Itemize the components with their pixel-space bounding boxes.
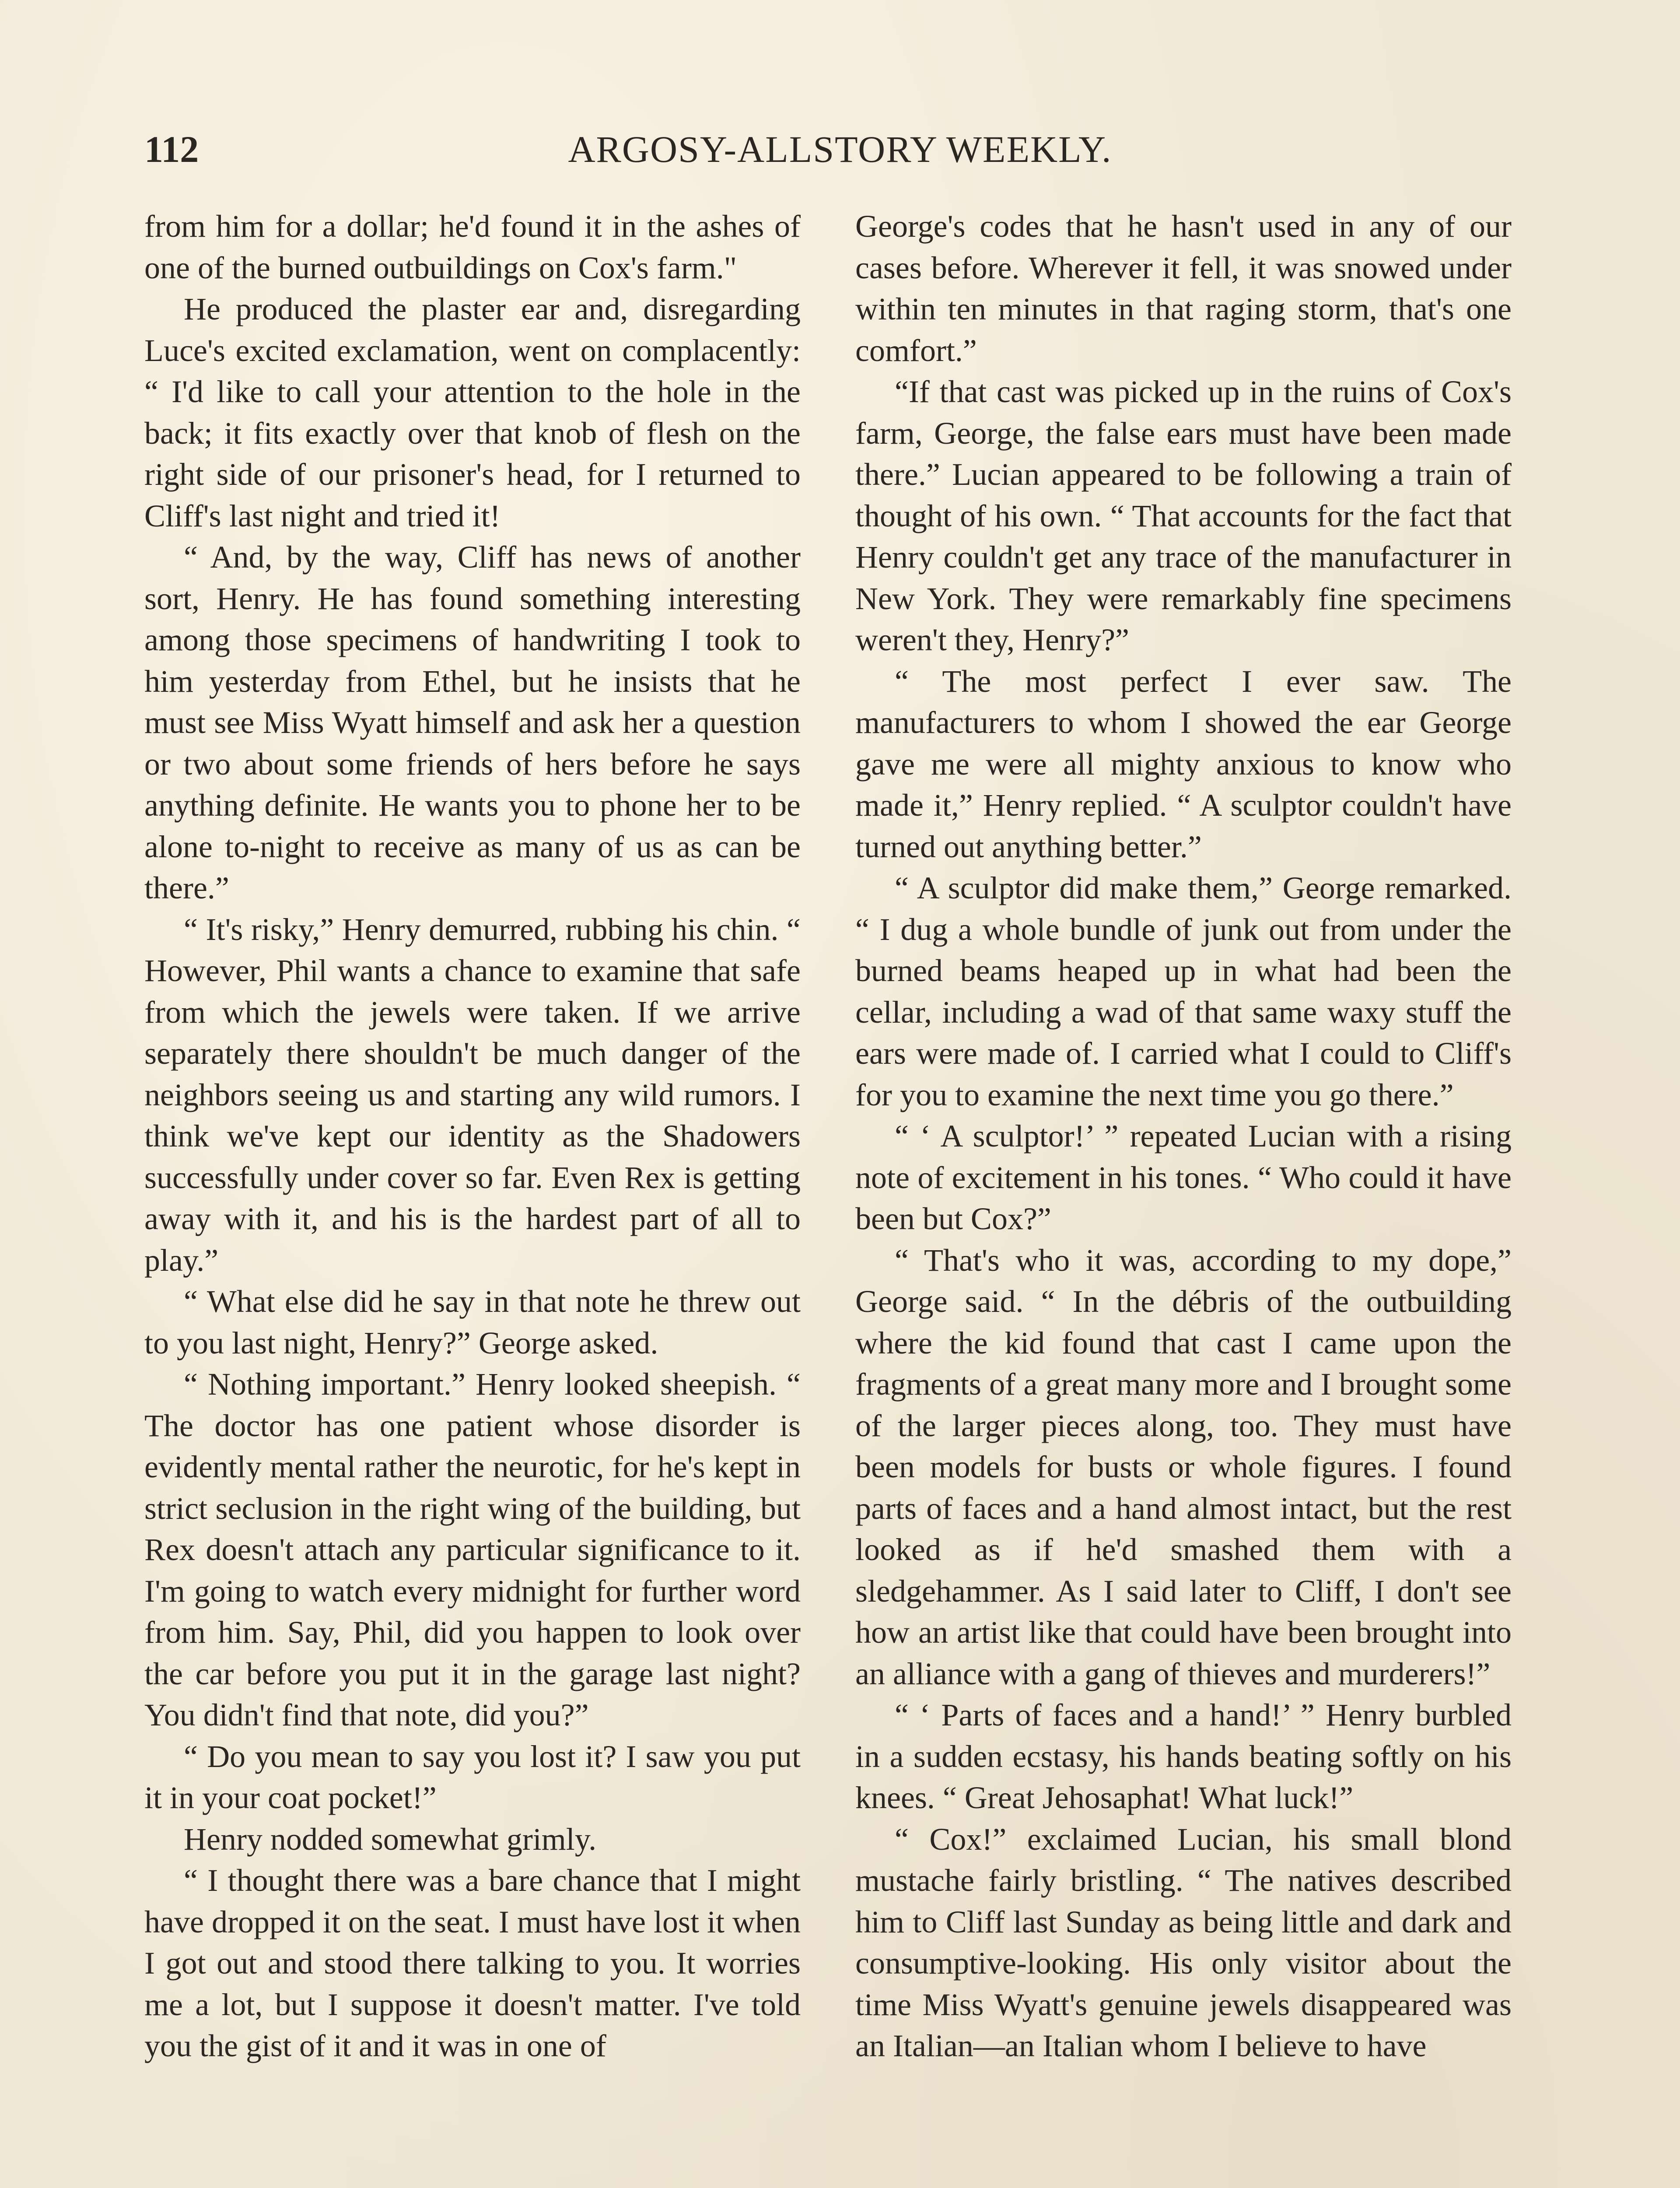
paragraph: from him for a dollar; he'd found it in the ashes of one of the burned outbuildings on Cox's farm." — [144, 209, 801, 285]
running-title: ARGOSY-ALLSTORY WEEKLY. — [568, 128, 1112, 170]
paragraph: “ I thought there was a bare chance that I might have dropped it on the seat. I must have lost it when I got out and stood there talking to you. It worries me a lot, but I suppose it doesn't matter. I've told you the gist of it and it was in one of — [144, 1863, 801, 2063]
paragraph: “ It's risky,” Henry demurred, rubbing his chin. “ However, Phil wants a chance to examine that safe from which the jewels were taken. If we arrive separately there shouldn't be much danger of the neighbors seeing us and starting any wild rumors. I think we've kept our identity as the Shadowers successfully under cover so far. Even Rex is getting away with it, and his is the hardest part of all to play.” — [144, 912, 801, 1278]
paragraph: “ ‘ A sculptor!’ ” repeated Lucian with a rising note of excitement in his tones. “ Who could it have been but Cox?” — [855, 1119, 1512, 1236]
paragraph: “ ‘ Parts of faces and a hand!’ ” Henry burbled in a sudden ecstasy, his hands beating softly on his knees. “ Great Jehosaphat! What luck!” — [855, 1697, 1512, 1815]
page-number: 112 — [144, 128, 199, 170]
paragraph: “ The most perfect I ever saw. The manufacturers to whom I showed the ear George gave me were all mighty anxious to know who made it,” Henry replied. “ A sculptor couldn't have turned out anything better.” — [855, 663, 1512, 864]
paragraph: George's codes that he hasn't used in any of our cases before. Wherever it fell, it was snowed under within ten minutes in that raging storm, that's one comfort.” — [855, 209, 1512, 368]
left-column — [144, 206, 801, 2067]
paragraph: He produced the plaster ear and, disregarding Luce's excited exclamation, went on complacently: “ I'd like to call your attention to the hole in the back; it fits exactly over that knob of flesh on the right side of our prisoner's head, for I returned to Cliff's last night and tried it! — [144, 291, 801, 533]
paragraph: “If that cast was picked up in the ruins of Cox's farm, George, the false ears must have been made there.” Lucian appeared to be following a train of thought of his own. “ That accounts for the fact that Henry couldn't get any trace of the manufacturer in New York. They were remarkably fine specimens weren't they, Henry?” — [855, 374, 1512, 657]
paragraph: “ Do you mean to say you lost it? I saw you put it in your coat pocket!” — [144, 1739, 801, 1815]
paragraph: “ That's who it was, according to my dope,” George said. “ In the débris of the outbuilding where the kid found that cast I came upon the fragments of a great many more and I brought some of the larger pieces along, too. They must have been models for busts or whole figures. I found parts of faces and a hand almost intact, but the rest looked as if he'd smashed them with a sledgehammer. As I said later to Cliff, I don't see how an artist like that could have been brought into an alliance with a gang of thieves and murderers!” — [855, 1242, 1512, 1691]
paragraph: “ Nothing important.” Henry looked sheepish. “ The doctor has one patient whose disorder is evidently mental rather the neurotic, for he's kept in strict seclusion in the right wing of the building, but Rex doesn't attach any particular significance to it. I'm going to watch every midnight for further word from him. Say, Phil, did you happen to look over the car before you put it in the garage last night? You didn't find that note, did you?” — [144, 1367, 801, 1732]
paragraph: “ And, by the way, Cliff has news of another sort, Henry. He has found something interesting among those specimens of handwriting I took to him yesterday from Ethel, but he insists that he must see Miss Wyatt himself and ask her a question or two about some friends of hers before he says anything definite. He wants you to phone her to be alone to-night to receive as many of us as can be there.” — [144, 540, 801, 905]
paragraph: “ What else did he say in that note he threw out to you last night, Henry?” George asked. — [144, 1284, 801, 1360]
paragraph: Henry nodded somewhat grimly. — [184, 1821, 597, 1857]
paragraph: “ Cox!” exclaimed Lucian, his small blond mustache fairly bristling. “ The natives described him to Cliff last Sunday as being little and dark and consumptive-looking. His only visitor about the time Miss Wyatt's genuine jewels disappeared was an Italian—an Italian whom I believe to have — [855, 1821, 1512, 2063]
page-header — [144, 125, 1536, 173]
right-column — [855, 206, 1512, 2067]
paragraph: “ A sculptor did make them,” George remarked. “ I dug a whole bundle of junk out from under the burned beams heaped up in what had been the cellar, including a wad of that same waxy stuff the ears were made of. I carried what I could to Cliff's for you to examine the next time you go there.” — [855, 870, 1512, 1112]
